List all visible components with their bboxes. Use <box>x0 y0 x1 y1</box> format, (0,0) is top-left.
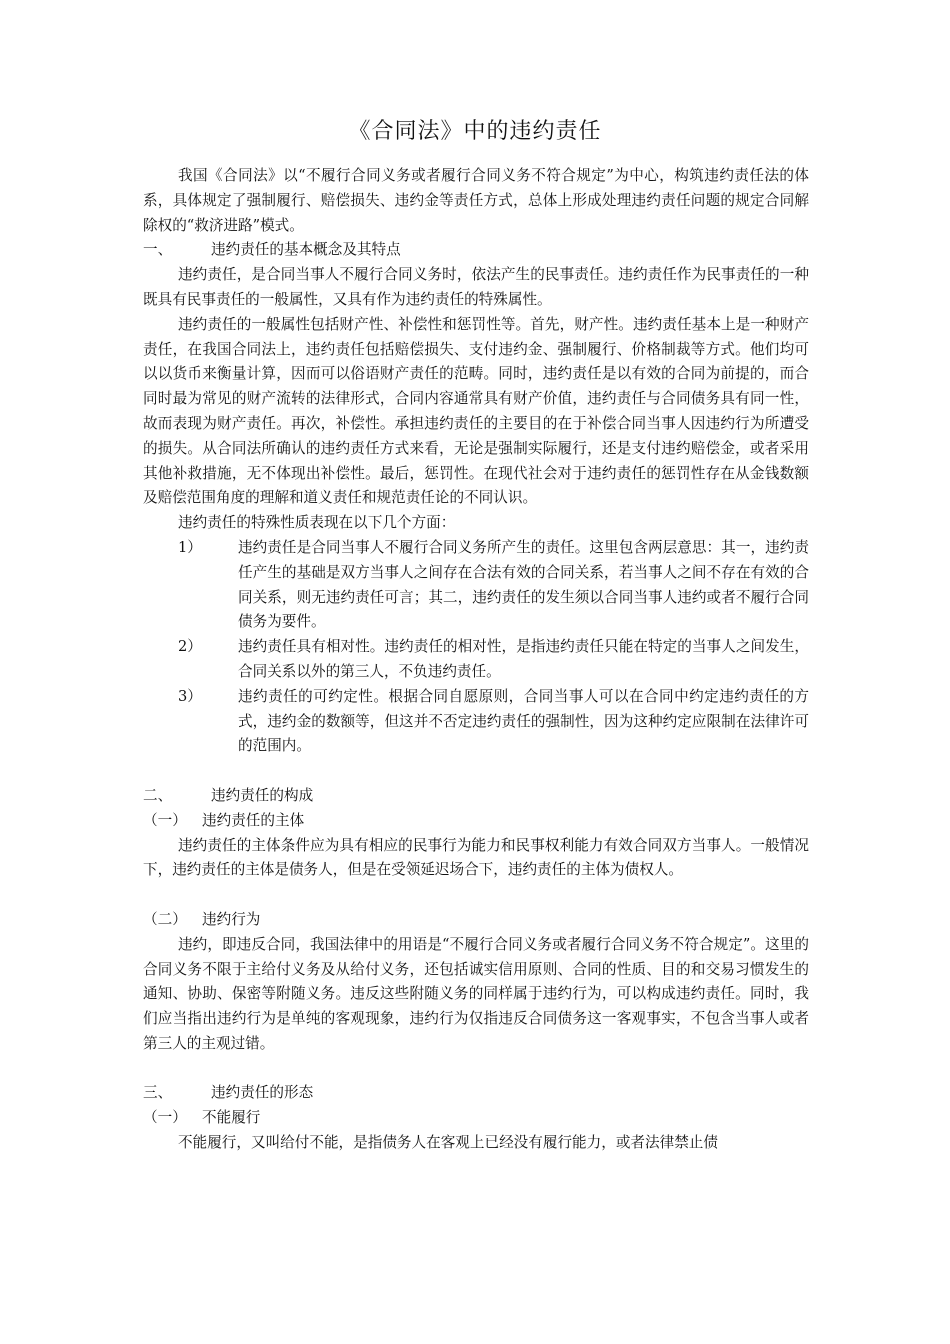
subsection-heading <box>143 1106 809 1131</box>
paragraph: 违约责任的一般属性包括财产性、补偿性和惩罚性等。首先，财产性。违约责任基本上是一种财产责任，在我国合同法上，违约责任包括赔偿损失、支付违约金、强制履行、价格制裁等方式。他们均可以以货币来衡量计算，因而可以俗语财产责任的范畴。同时，违约责任是以有效的合同为前提的，而合同时最为常见的财产流转的法律形式，合同内容通常具有财产价值，违约责任与合同债务具有同一性，故而表现为财产责任。再次，补偿性。承担违约责任的主要目的在于补偿合同当事人因违约行为所遭受的损失。从合同法所确认的违约责任方式来看，无论是强制实际履行，还是支付违约赔偿金，或者采用其他补救措施，无不体现出补偿性。最后，惩罚性。在现代社会对于违约责任的惩罚性存在从金钱数额及赔偿范围角度的理解和道义责任和规范责任论的不同认识。 <box>143 315 809 507</box>
section-title: 违约责任的基本概念及其特点 <box>211 241 401 259</box>
list-item <box>143 685 809 759</box>
subsection-heading <box>143 809 809 834</box>
subsection-number: （二） <box>143 910 187 928</box>
section-title: 违约责任的构成 <box>211 786 314 804</box>
list-item-text: 违约责任是合同当事人不履行合同义务所产生的责任。这里包含两层意思：其一，违约责任产生的基础是双方当事人之间存在合法有效的合同关系，若当事人之间不存在有效的合同关系，则无违约责任可言；其二，违约责任的发生须以合同当事人违约或者不履行合同债务为要件。 <box>238 538 809 631</box>
subsection-title: 违约责任的主体 <box>202 811 305 829</box>
section-number: 三、 <box>143 1084 173 1102</box>
section-heading-1 <box>143 238 809 263</box>
list-item <box>143 635 809 685</box>
document-body <box>143 164 809 1156</box>
list-item-text: 违约责任具有相对性。违约责任的相对性，是指违约责任只能在特定的当事人之间发生，合同关系以外的第三人，不负违约责任。 <box>238 638 809 680</box>
blank-line <box>143 1057 809 1082</box>
subsection-heading <box>143 908 809 933</box>
section-title: 违约责任的形态 <box>211 1084 314 1102</box>
intro-paragraph: 我国《合同法》以“不履行合同义务或者履行合同义务不符合规定”为中心，构筑违约责任法的体系，具体规定了强制履行、赔偿损失、违约金等责任方式，总体上形成处理违约责任问题的规定合同解除权的“救济进路”模式。 <box>143 167 809 234</box>
paragraph: 违约，即违反合同，我国法律中的用语是“不履行合同义务或者履行合同义务不符合规定”。这里的合同义务不限于主给付义务及从给付义务，还包括诚实信用原则、合同的性质、目的和交易习惯发生的通知、协助、保密等附随义务。违反这些附随义务的同样属于违约行为，可以构成违约责任。同时，我们应当指出违约行为是单纯的客观现象，违约行为仅指违反合同债务这一客观事实，不包含当事人或者第三人的主观过错。 <box>143 935 809 1052</box>
list-item-text: 违约责任的可约定性。根据合同自愿原则，合同当事人可以在合同中约定违约责任的方式，违约金的数额等，但这并不否定违约责任的强制性，因为这种约定应限制在法律许可的范围内。 <box>238 687 809 755</box>
subsection-title: 不能履行 <box>202 1109 261 1127</box>
paragraph: 违约责任的特殊性质表现在以下几个方面： <box>178 514 456 532</box>
document-title: 《合同法》中的违约责任 <box>348 119 602 144</box>
list-item-number: 2） <box>178 638 202 656</box>
list-item-number: 1） <box>178 538 202 556</box>
list-item <box>143 536 809 635</box>
section-number: 二、 <box>143 786 173 804</box>
blank-line <box>143 883 809 908</box>
paragraph: 违约责任的主体条件应为具有相应的民事行为能力和民事权利能力有效合同双方当事人。一般情况下，违约责任的主体是债务人，但是在受领延迟场合下，违约责任的主体为债权人。 <box>143 836 809 879</box>
subsection-number: （一） <box>143 1109 187 1127</box>
section-heading-2 <box>143 784 809 809</box>
list-item-number: 3） <box>178 687 202 705</box>
section-number: 一、 <box>143 241 173 259</box>
paragraph: 违约责任，是合同当事人不履行合同义务时，依法产生的民事责任。违约责任作为民事责任的一种既具有民事责任的一般属性，又具有作为违约责任的特殊属性。 <box>143 266 809 308</box>
section-heading-3 <box>143 1081 809 1106</box>
subsection-title: 违约行为 <box>202 910 261 928</box>
paragraph: 不能履行，又叫给付不能，是指债务人在客观上已经没有履行能力，或者法律禁止债 <box>178 1134 718 1152</box>
blank-line <box>143 759 809 784</box>
subsection-number: （一） <box>143 811 187 829</box>
